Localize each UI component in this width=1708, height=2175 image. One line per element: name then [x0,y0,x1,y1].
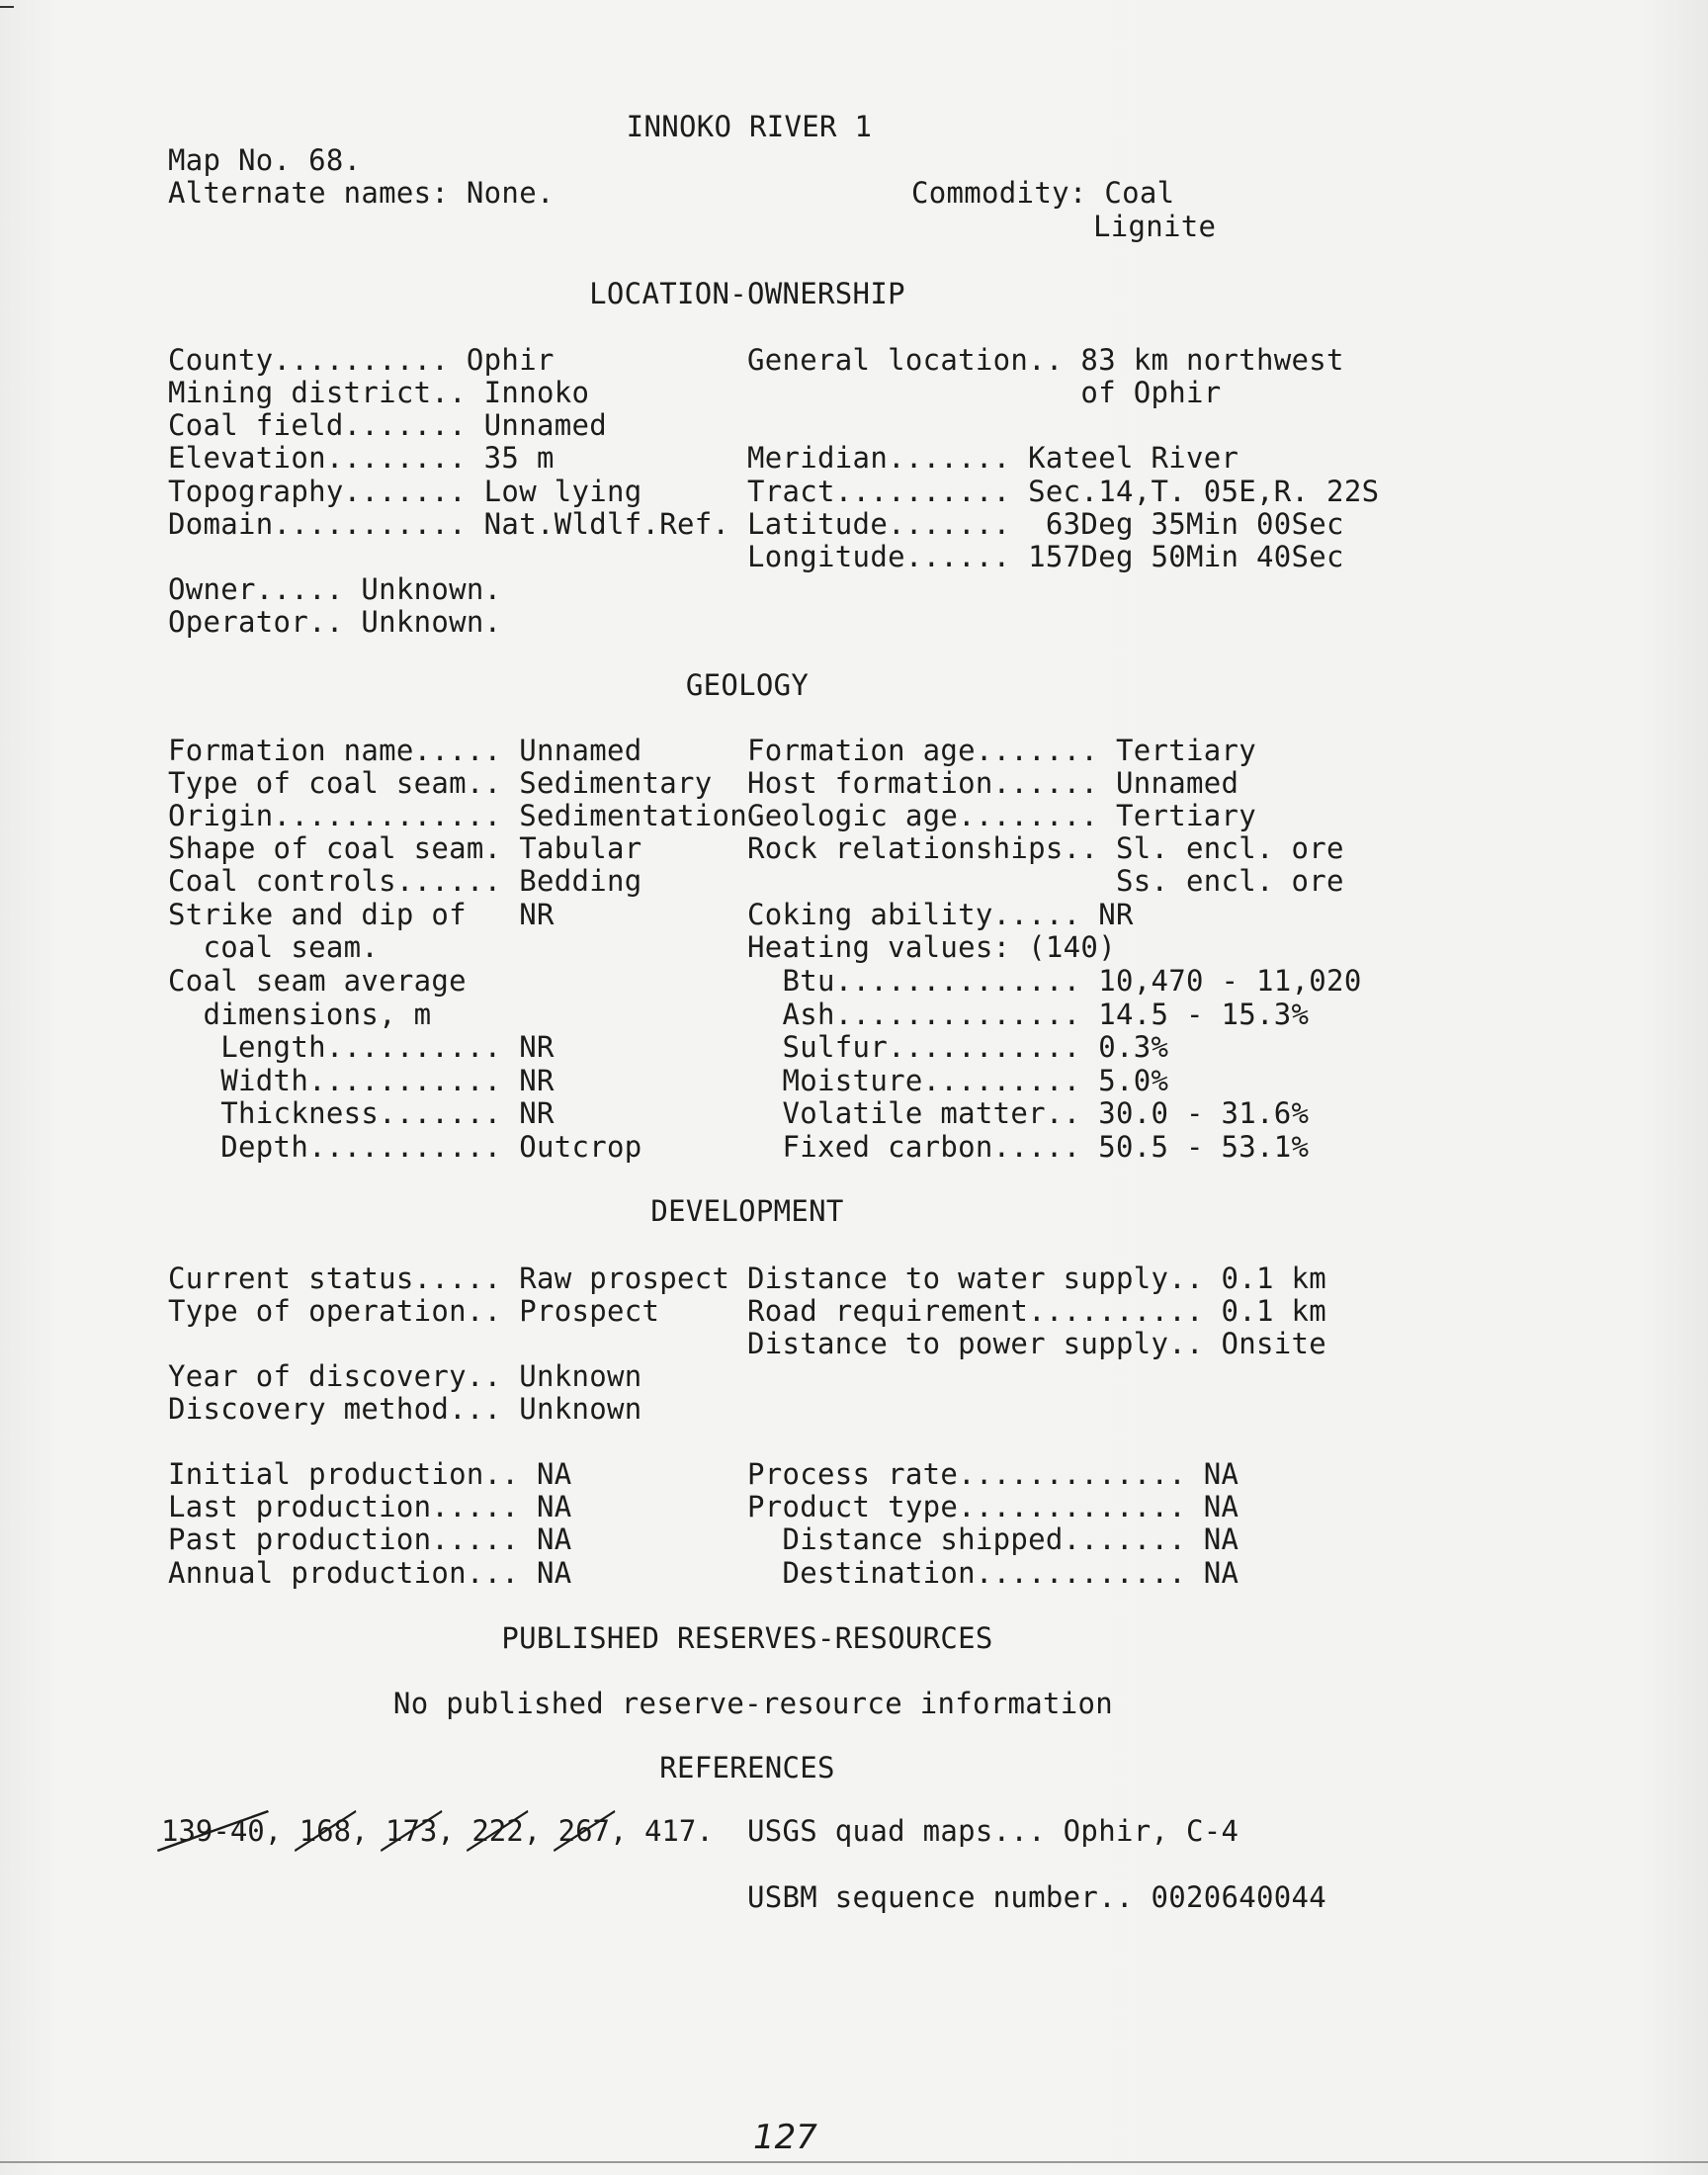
geology-left-row: Width........... NR [168,1064,555,1097]
geology-right-row: Heating values: (140) [747,930,1116,964]
usbm-sequence-number: USBM sequence number.. 0020640044 [747,1880,1327,1914]
field-elevation: Elevation........ 35 m [168,441,555,475]
geology-left-row: Depth........... Outcrop [168,1130,642,1164]
field-power-distance: Distance to power supply.. Onsite [747,1327,1327,1360]
usgs-quad-maps: USGS quad maps... Ophir, C-4 [747,1814,1239,1848]
field-mining-district: Mining district.. Innoko [168,376,590,409]
field-owner: Owner..... Unknown. [168,572,502,606]
geology-left-row: dimensions, m [168,998,432,1031]
commodity-secondary: Lignite [1093,210,1217,243]
geology-left-row: Strike and dip of NR [168,898,555,931]
field-road-requirement: Road requirement.......... 0.1 km [747,1294,1327,1328]
geology-right-row: Rock relationships.. Sl. encl. ore [747,831,1344,865]
geology-right-row: Geologic age........ Tertiary [747,799,1257,832]
section-heading-reserves: PUBLISHED RESERVES-RESOURCES [501,1621,993,1655]
geology-right-row: Ss. encl. ore [747,864,1344,898]
geology-right-row: Ash.............. 14.5 - 15.3% [747,998,1310,1031]
field-water-distance: Distance to water supply.. 0.1 km [747,1262,1327,1295]
geology-left-row: coal seam. [168,930,380,964]
section-heading-development: DEVELOPMENT [650,1194,844,1228]
field-domain: Domain........... Nat.Wldlf.Ref. [168,507,730,541]
final-reference: 417. [643,1814,714,1848]
field-longitude: Longitude...... 157Deg 50Min 40Sec [747,540,1344,573]
struck-reference: 267 [558,1815,610,1848]
field-operator: Operator.. Unknown. [168,605,502,639]
field-general-location: General location.. 83 km northwest [747,343,1344,377]
struck-reference: 168 [299,1815,351,1848]
geology-right-row: Volatile matter.. 30.0 - 31.6% [747,1096,1310,1130]
geology-right-row: Fixed carbon..... 50.5 - 53.1% [747,1130,1310,1164]
document-title: INNOKO RIVER 1 [626,110,873,143]
field-product-type: Product type............. NA [747,1490,1239,1523]
commodity: Commodity: Coal [911,176,1175,210]
geology-right-row: Formation age....... Tertiary [747,734,1257,767]
field-topography: Topography....... Low lying [168,475,642,508]
field-annual-production: Annual production... NA [168,1556,572,1590]
map-number: Map No. 68. [168,143,362,177]
geology-left-row: Thickness....... NR [168,1096,555,1130]
field-general-location-cont: of Ophir [747,376,1222,409]
geology-right-row: Host formation...... Unnamed [747,766,1239,800]
field-tract: Tract.......... Sec.14,T. 05E,R. 22S [747,475,1380,508]
section-heading-references: REFERENCES [659,1751,835,1784]
geology-left-row: Coal seam average [168,964,467,998]
field-past-production: Past production..... NA [168,1522,572,1556]
struck-reference: 222 [471,1815,523,1848]
struck-reference: 139-40 [161,1815,265,1848]
geology-right-row: Moisture......... 5.0% [747,1064,1169,1097]
field-type-of-operation: Type of operation.. Prospect [168,1294,660,1328]
field-year-of-discovery: Year of discovery.. Unknown [168,1359,642,1393]
field-coal-field: Coal field....... Unnamed [168,408,607,442]
field-last-production: Last production..... NA [168,1490,572,1523]
geology-left-row: Formation name..... Unnamed [168,734,642,767]
field-process-rate: Process rate............. NA [747,1457,1239,1491]
scan-corner-mark [0,6,14,8]
reference-numbers: 139-40 , 168 , 173 , 222 , 267 , 417. [161,1815,714,1848]
section-heading-location: LOCATION-OWNERSHIP [589,277,905,310]
bottom-edge-line [0,2161,1708,2163]
field-distance-shipped: Distance shipped....... NA [747,1522,1239,1556]
geology-right-row: Sulfur........... 0.3% [747,1030,1169,1064]
field-initial-production: Initial production.. NA [168,1457,572,1491]
field-discovery-method: Discovery method... Unknown [168,1392,642,1426]
geology-left-row: Origin............. Sedimentation [168,799,748,832]
reserves-text: No published reserve-resource information [392,1687,1114,1720]
struck-reference: 173 [385,1815,437,1848]
geology-right-row: Btu.............. 10,470 - 11,020 [747,964,1362,998]
page-number: 127 [753,2118,817,2157]
field-current-status: Current status..... Raw prospect [168,1262,730,1295]
alternate-names: Alternate names: None. [168,176,555,210]
field-meridian: Meridian....... Kateel River [747,441,1239,475]
field-latitude: Latitude....... 63Deg 35Min 00Sec [747,507,1344,541]
section-heading-geology: GEOLOGY [685,668,810,702]
geology-left-row: Type of coal seam.. Sedimentary [168,766,713,800]
geology-left-row: Length.......... NR [168,1030,555,1064]
geology-left-row: Shape of coal seam. Tabular [168,831,642,865]
field-county: County.......... Ophir [168,343,555,377]
field-destination: Destination............ NA [747,1556,1239,1590]
geology-left-row: Coal controls...... Bedding [168,864,642,898]
geology-right-row: Coking ability..... NR [747,898,1134,931]
